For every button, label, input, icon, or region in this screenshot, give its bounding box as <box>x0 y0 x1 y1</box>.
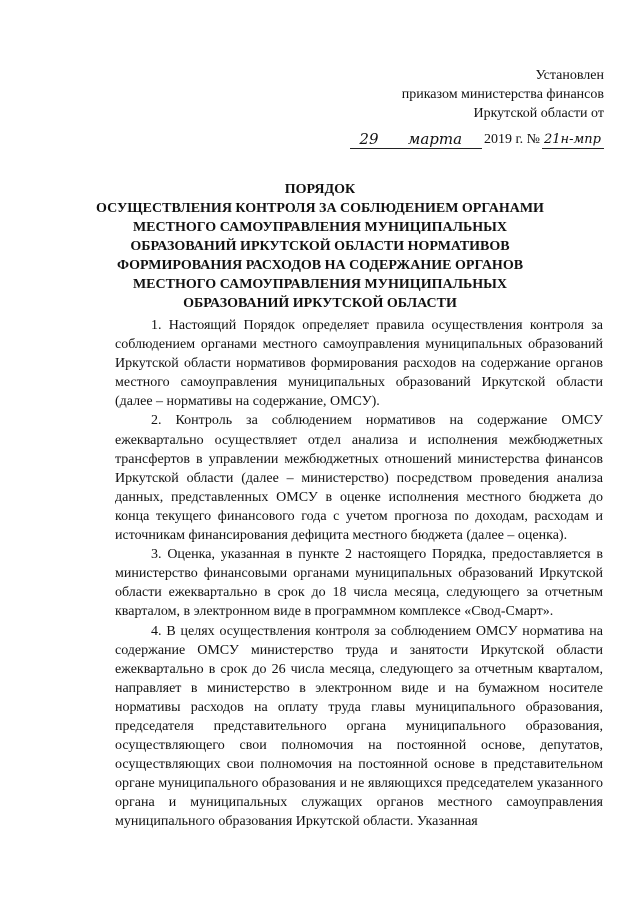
handwritten-day: 29 <box>350 131 388 149</box>
paragraph-1: 1. Настоящий Порядок определяет правила осуществления контроля за соблюдением органами местного самоуправления муниципальных образований Иркутской области нормативов формирования расходов на содержание органов местного самоуправления муниципальных образований Иркутской области (далее – нормативы на содержание, ОМСУ). <box>115 318 603 410</box>
approval-line-2: приказом министерства финансов <box>401 87 604 102</box>
title-line: ФОРМИРОВАНИЯ РАСХОДОВ НА СОДЕРЖАНИЕ ОРГАНОВ <box>116 258 524 273</box>
title-line: ОБРАЗОВАНИЙ ИРКУТСКОЙ ОБЛАСТИ <box>183 296 457 311</box>
approval-date-row <box>350 125 604 149</box>
title-line: ОБРАЗОВАНИЙ ИРКУТСКОЙ ОБЛАСТИ НОРМАТИВОВ <box>130 239 510 254</box>
title-line: МЕСТНОГО САМОУПРАВЛЕНИЯ МУНИЦИПАЛЬНЫХ <box>132 277 508 292</box>
document-title <box>0 180 640 313</box>
handwritten-month: марта <box>388 131 482 149</box>
approval-line-3: Иркутской области от <box>473 106 604 121</box>
paragraph-4: 4. В целях осуществления контроля за соблюдением ОМСУ норматива на содержание ОМСУ министерство труда и занятости Иркутской области ежеквартально в срок до 26 числа месяца, следующего за отчетным кварталом, направляет в министерство в электронном виде и на бумажном носителе нормативы расходов на оплату труда главы муниципального образования, председателя представительного органа муниципального образования, осуществляющего свои полномочия на постоянной основе, депутатов, осуществляющих свои полномочия на постоянной основе в представительном органе муниципального образования и не являющихся председателем указанного органа и муниципальных служащих органов местного самоуправления муниципального образования Иркутской области. Указанная <box>115 623 603 830</box>
title-line: ОСУЩЕСТВЛЕНИЯ КОНТРОЛЯ ЗА СОБЛЮДЕНИЕМ ОРГАНАМИ <box>96 201 544 216</box>
approval-line-1: Установлен <box>535 68 604 83</box>
handwritten-order-number: 21н-мпр <box>542 131 604 149</box>
approval-block <box>350 66 604 149</box>
document-body <box>115 316 603 832</box>
paragraph-3: 3. Оценка, указанная в пункте 2 настоящего Порядка, предоставляется в министерство финансовыми органами муниципальных образований Иркутской области ежеквартально в срок до 18 числа месяца, следующего за отчетным кварталом, в электронном виде в программном комплексе «Свод-Смарт». <box>115 547 603 620</box>
paragraph-2: 2. Контроль за соблюдением нормативов на содержание ОМСУ ежеквартально осуществляет отдел анализа и исполнения межбюджетных трансфертов в управлении межбюджетных отношений министерства финансов Иркутской области (далее – министерство) посредством проведения анализа данных, представленных ОМСУ в оценке исполнения местного бюджета до конца текущего финансового года с учетом прогноза по доходам, расходам и источникам финансирования дефицита местного бюджета (далее – оценка). <box>115 413 603 544</box>
year-and-number-label: 2019 г. № <box>483 132 540 147</box>
title-line: ПОРЯДОК <box>284 182 356 197</box>
title-line: МЕСТНОГО САМОУПРАВЛЕНИЯ МУНИЦИПАЛЬНЫХ <box>132 220 508 235</box>
